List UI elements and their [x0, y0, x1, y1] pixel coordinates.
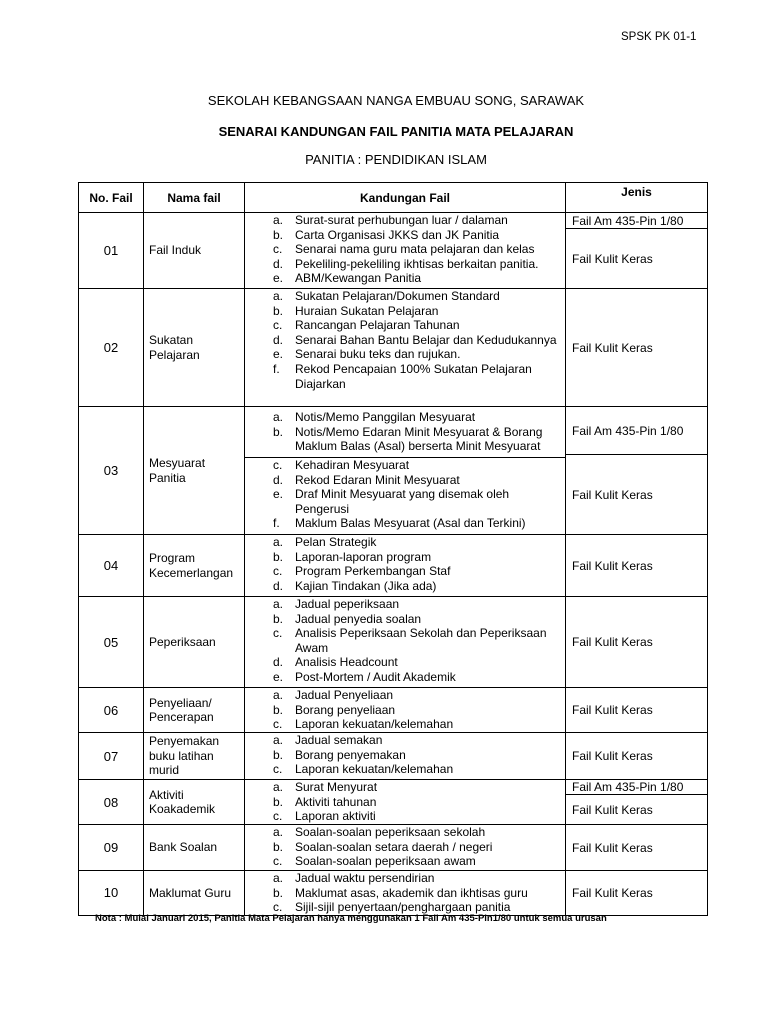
row-items — [245, 289, 566, 407]
list-item: e. Senarai buku teks dan rujukan. — [273, 347, 461, 362]
list-item: a. Pelan Strategik — [273, 535, 377, 549]
list-item: c. Analisis Peperiksaan Sekolah dan Peperiksaan Awam — [273, 626, 547, 655]
row-no: 03 — [79, 407, 144, 535]
list-item: c. Laporan aktiviti — [273, 809, 376, 824]
jenis-top: Fail Am 435-Pin 1/80 — [566, 780, 707, 795]
list-item: b. Soalan-soalan setara daerah / negeri — [273, 839, 493, 854]
list-item: a. Surat-surat perhubungan luar / dalaman — [273, 213, 508, 227]
row-jenis: Fail Kulit Keras — [566, 688, 708, 733]
row-no: 10 — [79, 871, 144, 916]
list-item: b. Carta Organisasi JKKS dan JK Panitia — [273, 227, 500, 242]
row-no: 06 — [79, 688, 144, 733]
row-jenis: Fail Kulit Keras — [566, 825, 708, 871]
list-item: c. Laporan kekuatan/kelemahan — [273, 762, 454, 777]
list-item: a. Soalan-soalan peperiksaan sekolah — [273, 825, 486, 839]
list-item: d. Kajian Tindakan (Jika ada) — [273, 578, 437, 593]
row-jenis: Fail Kulit Keras — [566, 733, 708, 780]
list-item: d. Pekeliling-pekeliling ikhtisas berkaitan panitia. — [273, 256, 539, 271]
panitia-label: PANITIA : PENDIDIKAN ISLAM — [305, 152, 487, 167]
row-items — [245, 213, 566, 289]
list-item: d. Rekod Edaran Minit Mesyuarat — [273, 472, 460, 487]
row-nama: Program Kecemerlangan — [144, 535, 245, 597]
list-item: e. ABM/Kewangan Panitia — [273, 271, 422, 286]
row-items — [245, 825, 566, 871]
jenis-bottom: Fail Kulit Keras — [572, 487, 653, 502]
list-item: a. Sukatan Pelajaran/Dokumen Standard — [273, 289, 500, 303]
row-no: 07 — [79, 733, 144, 780]
list-item: b. Huraian Sukatan Pelajaran — [273, 303, 439, 318]
table-row — [79, 780, 708, 825]
list-item: b. Borang penyemakan — [273, 747, 406, 762]
row-jenis: Fail Kulit Keras — [566, 289, 708, 407]
list-item: a. Jadual semakan — [273, 733, 383, 747]
list-item: b. Aktiviti tahunan — [273, 794, 377, 809]
table-row — [79, 535, 708, 597]
row-jenis — [566, 780, 708, 825]
table-row — [79, 733, 708, 780]
list-item: f. Rekod Pencapaian 100% Sukatan Pelajaran Diajarkan — [273, 361, 532, 391]
table-row — [79, 597, 708, 688]
row-nama: Fail Induk — [144, 213, 245, 289]
row-nama: Bank Soalan — [144, 825, 245, 871]
table-row — [79, 289, 708, 407]
footnote: Nota : Mulai Januari 2015, Panitia Mata Pelajaran hanya menggunakan 1 Fail Am 435-Pin1/80 untuk semua urusan — [95, 913, 607, 924]
jenis-bottom: Fail Kulit Keras — [572, 251, 653, 266]
list-item: a. Jadual waktu persendirian — [273, 871, 435, 885]
row-no: 09 — [79, 825, 144, 871]
header-nama-fail: Nama fail — [144, 183, 245, 213]
row-jenis: Fail Kulit Keras — [566, 871, 708, 916]
list-item: c. Laporan kekuatan/kelemahan — [273, 717, 454, 732]
row-nama: Penyeliaan/ Pencerapan — [144, 688, 245, 733]
list-item: b. Jadual penyedia soalan — [273, 611, 422, 626]
file-contents-table — [78, 182, 708, 916]
table-header-row — [79, 183, 708, 213]
header-no-fail: No. Fail — [79, 183, 144, 213]
row-no: 01 — [79, 213, 144, 289]
row-jenis — [566, 213, 708, 289]
table-row — [79, 688, 708, 733]
row-nama: Maklumat Guru — [144, 871, 245, 916]
row-items — [245, 535, 566, 597]
school-name: SEKOLAH KEBANGSAAN NANGA EMBUAU SONG, SARAWAK — [207, 93, 585, 108]
list-item: c. Senarai nama guru mata pelajaran dan kelas — [273, 242, 535, 257]
row-no: 05 — [79, 597, 144, 688]
list-item: a. Notis/Memo Panggilan Mesyuarat — [273, 410, 476, 425]
row-nama: Sukatan Pelajaran — [144, 289, 245, 407]
table-row — [79, 213, 708, 289]
table-row — [79, 407, 708, 535]
row-jenis: Fail Kulit Keras — [566, 535, 708, 597]
list-item: e. Post-Mortem / Audit Akademik — [273, 669, 456, 684]
document-code: SPSK PK 01-1 — [621, 31, 697, 43]
list-item: c. Soalan-soalan peperiksaan awam — [273, 854, 476, 869]
jenis-bottom: Fail Kulit Keras — [572, 802, 653, 817]
jenis-top: Fail Am 435-Pin 1/80 — [566, 407, 707, 455]
row-jenis: Fail Kulit Keras — [566, 597, 708, 688]
jenis-top: Fail Am 435-Pin 1/80 — [566, 213, 707, 229]
table-row — [79, 871, 708, 916]
document-title: SENARAI KANDUNGAN FAIL PANITIA MATA PELAJARAN — [218, 124, 574, 139]
row-items — [245, 407, 566, 535]
row-jenis — [566, 407, 708, 535]
header-jenis: Jenis — [566, 183, 708, 213]
row-no: 08 — [79, 780, 144, 825]
row-nama: Aktiviti Koakademik — [144, 780, 245, 825]
row-items — [245, 688, 566, 733]
list-item: a. Jadual Penyeliaan — [273, 688, 394, 702]
items-bottom-group — [245, 458, 565, 531]
row-no: 04 — [79, 535, 144, 597]
list-item: d. Senarai Bahan Bantu Belajar dan Kedudukannya — [273, 332, 557, 347]
row-nama: Peperiksaan — [144, 597, 245, 688]
list-item: d. Analisis Headcount — [273, 655, 398, 670]
list-item: f. Maklum Balas Mesyuarat (Asal dan Terkini) — [273, 516, 526, 531]
list-item: a. Jadual peperiksaan — [273, 597, 400, 611]
list-item: c. Rancangan Pelajaran Tahunan — [273, 318, 460, 333]
list-item: c. Program Perkembangan Staf — [273, 564, 451, 579]
row-items — [245, 597, 566, 688]
row-nama: Mesyuarat Panitia — [144, 407, 245, 535]
list-item: b. Borang penyeliaan — [273, 702, 396, 717]
row-items — [245, 780, 566, 825]
list-item: b. Notis/Memo Edaran Minit Mesyuarat & Borang Maklum Balas (Asal) berserta Minit Mesyuarat — [273, 424, 543, 454]
row-items — [245, 733, 566, 780]
items-top-group — [245, 410, 565, 458]
list-item: b. Maklumat asas, akademik dan ikhtisas guru — [273, 885, 528, 900]
list-item: a. Surat Menyurat — [273, 780, 378, 794]
list-item: b. Laporan-laporan program — [273, 549, 432, 564]
row-no: 02 — [79, 289, 144, 407]
table-row — [79, 825, 708, 871]
row-nama: Penyemakan buku latihan murid — [144, 733, 245, 780]
list-item: c. Kehadiran Mesyuarat — [273, 458, 410, 473]
row-items — [245, 871, 566, 916]
list-item: c. Sijil-sijil penyertaan/penghargaan panitia — [273, 900, 511, 915]
header-kandungan-fail: Kandungan Fail — [245, 183, 566, 213]
list-item: e. Draf Minit Mesyuarat yang disemak oleh Pengerusi — [273, 487, 510, 516]
